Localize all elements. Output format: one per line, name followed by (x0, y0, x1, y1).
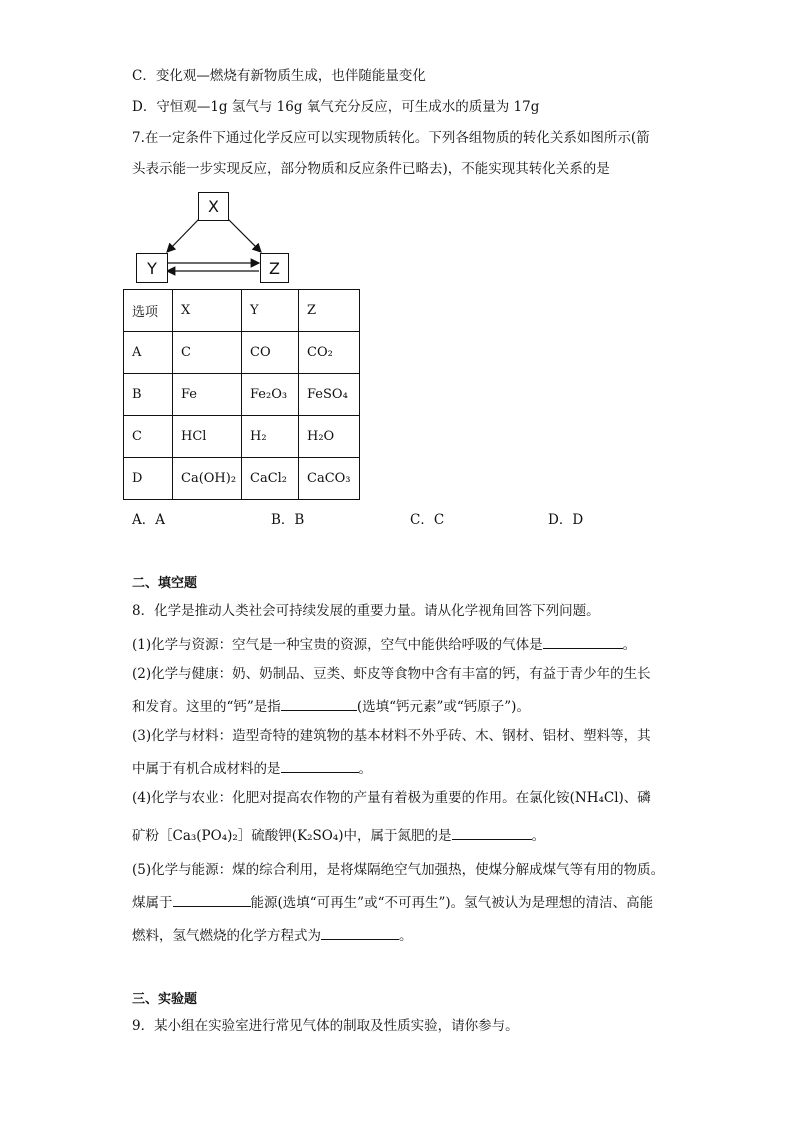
text-span: 能源(选填“可再生”或“不可再生”)。氢气被认为是理想的清洁、高能 (250, 895, 654, 911)
table-cell: CaCO₃ (299, 458, 360, 500)
text-span: 中属于有机合成材料的是 (132, 761, 281, 777)
diagram-node-x: X (198, 192, 229, 221)
table-header-cell: Y (242, 290, 299, 332)
table-cell: Fe (173, 374, 242, 416)
text-span: 。 (622, 637, 637, 653)
table-cell: A (124, 332, 173, 374)
question-8-part-3-line-2 (132, 758, 372, 778)
table-cell: H₂ (242, 416, 299, 458)
arrow-x-to-z (228, 219, 261, 252)
table-cell: Fe₂O₃ (242, 374, 299, 416)
table-cell: C (124, 416, 173, 458)
answer-choice-a[interactable]: A．A (132, 512, 165, 528)
question-8-part-2-line-2 (132, 696, 530, 716)
table-cell: D (124, 458, 173, 500)
table-row (124, 416, 360, 458)
text-span: 矿粉［Ca₃(PO₄)₂］硫酸钾(K₂SO₄)中，属于氮肥的是 (132, 828, 452, 844)
text-span: (选填“钙元素”或“钙原子”)。 (356, 699, 530, 715)
question-8-part-3-line-1: (3)化学与材料：造型奇特的建筑物的基本材料不外乎砖、木、钢材、铝材、塑料等，其 (132, 728, 651, 744)
table-row (124, 332, 360, 374)
answer-choice-c[interactable]: C．C (410, 512, 445, 528)
table-header-cell: 选项 (124, 290, 173, 332)
table-cell: CO (242, 332, 299, 374)
options-table (123, 289, 360, 500)
table-cell: Ca(OH)₂ (173, 458, 242, 500)
section-heading-experiment: 三、实验题 (132, 992, 198, 1007)
conversion-diagram-arrows (0, 0, 794, 300)
answer-blank[interactable] (321, 925, 399, 940)
text-span: 。 (358, 761, 372, 777)
answer-blank[interactable] (543, 634, 623, 649)
answer-blank[interactable] (281, 696, 357, 711)
text-span: 。 (531, 828, 546, 844)
table-cell: CaCl₂ (242, 458, 299, 500)
table-row (124, 374, 360, 416)
question-8-part-5-line-2 (132, 892, 653, 912)
answer-blank[interactable] (173, 892, 251, 907)
text-span: (1)化学与资源：空气是一种宝贵的资源，空气中能供给呼吸的气体是 (132, 637, 543, 653)
text-span: 燃料，氢气燃烧的化学方程式为 (132, 928, 321, 944)
question-7-line-2: 头表示能一步实现反应，部分物质和反应条件已略去)，不能实现其转化关系的是 (132, 161, 610, 177)
option-c-text: C．变化观—燃烧有新物质生成，也伴随能量变化 (132, 68, 426, 84)
table-cell: B (124, 374, 173, 416)
question-8-part-2-line-1: (2)化学与健康：奶、奶制品、豆类、虾皮等食物中含有丰富的钙，有益于青少年的生长 (132, 666, 651, 682)
option-d-text: D．守恒观—1g 氢气与 16g 氧气充分反应，可生成水的质量为 17g (132, 99, 540, 115)
text-span: 和发育。这里的“钙”是指 (132, 699, 281, 715)
answer-choice-b[interactable]: B．B (271, 512, 305, 528)
answer-choice-d[interactable]: D．D (548, 512, 584, 528)
diagram-node-z: Z (260, 253, 289, 283)
table-header-cell: X (173, 290, 242, 332)
section-heading-fill-in: 二、填空题 (132, 576, 198, 591)
table-cell: CO₂ (299, 332, 360, 374)
arrow-x-to-y (167, 219, 199, 252)
question-8-part-4-line-1: (4)化学与农业：化肥对提高农作物的产量有着极为重要的作用。在氯化铵(NH₄Cl)、磷 (132, 790, 651, 806)
table-row (124, 458, 360, 500)
answer-blank[interactable] (281, 758, 359, 773)
question-8-part-1 (132, 634, 636, 654)
table-cell: FeSO₄ (299, 374, 360, 416)
text-span: 煤属于 (132, 895, 173, 911)
question-8-intro: 8．化学是推动人类社会可持续发展的重要力量。请从化学视角回答下列问题。 (132, 603, 600, 619)
question-8-part-5-line-1: (5)化学与能源：煤的综合利用，是将煤隔绝空气加强热，使煤分解成煤气等有用的物质。 (132, 862, 665, 878)
question-9-text: 9．某小组在实验室进行常见气体的制取及性质实验，请你参与。 (132, 1018, 519, 1034)
text-span: 。 (399, 928, 413, 944)
diagram-node-y: Y (136, 253, 168, 283)
question-8-part-4-line-2 (132, 825, 545, 845)
table-header-cell: Z (299, 290, 360, 332)
table-header-row (124, 290, 360, 332)
table-cell: HCl (173, 416, 242, 458)
question-8-part-5-line-3 (132, 925, 413, 945)
answer-blank[interactable] (452, 825, 532, 840)
question-7-line-1: 7.在一定条件下通过化学反应可以实现物质转化。下列各组物质的转化关系如图所示(箭 (132, 130, 650, 146)
table-cell: C (173, 332, 242, 374)
table-cell: H₂O (299, 416, 360, 458)
